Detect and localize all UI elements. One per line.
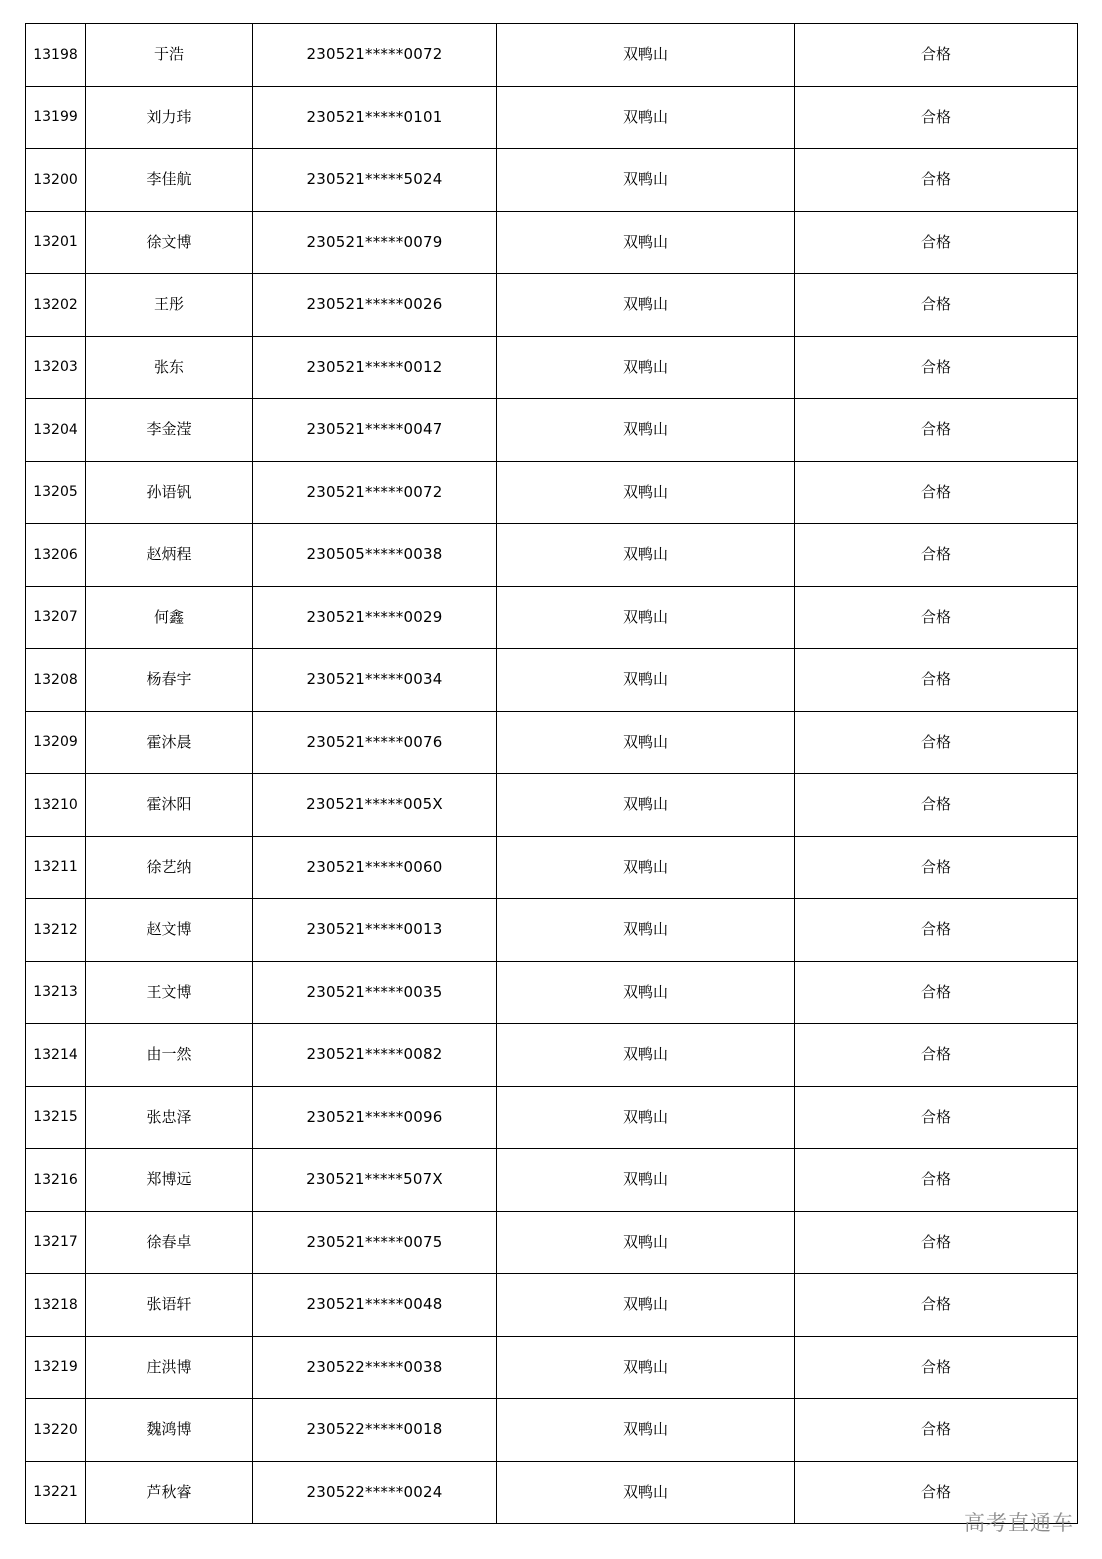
cell-name: 于浩 <box>86 24 253 87</box>
cell-name: 徐春卓 <box>86 1211 253 1274</box>
cell-seq: 13212 <box>26 899 86 962</box>
table-row <box>26 899 1078 962</box>
cell-result: 合格 <box>795 1399 1078 1462</box>
cell-name: 张东 <box>86 336 253 399</box>
cell-seq: 13221 <box>26 1461 86 1524</box>
cell-region: 双鸭山 <box>497 1149 795 1212</box>
cell-id-number: 230521*****0072 <box>253 24 497 87</box>
cell-name: 魏鸿博 <box>86 1399 253 1462</box>
cell-name: 庄洪博 <box>86 1336 253 1399</box>
cell-id-number: 230521*****005X <box>253 774 497 837</box>
cell-seq: 13218 <box>26 1274 86 1337</box>
table-row <box>26 336 1078 399</box>
table-row <box>26 1149 1078 1212</box>
cell-region: 双鸭山 <box>497 961 795 1024</box>
table-row <box>26 649 1078 712</box>
cell-region: 双鸭山 <box>497 649 795 712</box>
table-row <box>26 1024 1078 1087</box>
cell-id-number: 230505*****0038 <box>253 524 497 587</box>
cell-seq: 13208 <box>26 649 86 712</box>
cell-id-number: 230521*****507X <box>253 1149 497 1212</box>
cell-id-number: 230522*****0018 <box>253 1399 497 1462</box>
cell-id-number: 230522*****0038 <box>253 1336 497 1399</box>
table-row <box>26 149 1078 212</box>
cell-name: 何鑫 <box>86 586 253 649</box>
cell-id-number: 230521*****5024 <box>253 149 497 212</box>
cell-seq: 13200 <box>26 149 86 212</box>
cell-name: 由一然 <box>86 1024 253 1087</box>
cell-region: 双鸭山 <box>497 1399 795 1462</box>
cell-id-number: 230521*****0035 <box>253 961 497 1024</box>
cell-name: 芦秋睿 <box>86 1461 253 1524</box>
cell-id-number: 230521*****0029 <box>253 586 497 649</box>
cell-seq: 13219 <box>26 1336 86 1399</box>
table-row <box>26 1211 1078 1274</box>
table-row <box>26 586 1078 649</box>
cell-region: 双鸭山 <box>497 211 795 274</box>
cell-seq: 13211 <box>26 836 86 899</box>
cell-result: 合格 <box>795 86 1078 149</box>
cell-region: 双鸭山 <box>497 149 795 212</box>
cell-name: 张忠泽 <box>86 1086 253 1149</box>
cell-region: 双鸭山 <box>497 711 795 774</box>
cell-result: 合格 <box>795 586 1078 649</box>
cell-seq: 13203 <box>26 336 86 399</box>
cell-region: 双鸭山 <box>497 1024 795 1087</box>
cell-region: 双鸭山 <box>497 774 795 837</box>
cell-id-number: 230521*****0079 <box>253 211 497 274</box>
cell-region: 双鸭山 <box>497 274 795 337</box>
cell-name: 孙语钒 <box>86 461 253 524</box>
cell-region: 双鸭山 <box>497 899 795 962</box>
cell-name: 徐艺纳 <box>86 836 253 899</box>
cell-result: 合格 <box>795 1461 1078 1524</box>
cell-name: 张语轩 <box>86 1274 253 1337</box>
table-row <box>26 211 1078 274</box>
results-table-body <box>26 24 1078 1524</box>
cell-region: 双鸭山 <box>497 524 795 587</box>
cell-id-number: 230522*****0024 <box>253 1461 497 1524</box>
table-row <box>26 1461 1078 1524</box>
cell-result: 合格 <box>795 274 1078 337</box>
table-row <box>26 774 1078 837</box>
cell-result: 合格 <box>795 711 1078 774</box>
cell-region: 双鸭山 <box>497 1086 795 1149</box>
cell-result: 合格 <box>795 149 1078 212</box>
cell-seq: 13206 <box>26 524 86 587</box>
cell-name: 赵炳程 <box>86 524 253 587</box>
cell-result: 合格 <box>795 1086 1078 1149</box>
cell-name: 霍沐晨 <box>86 711 253 774</box>
cell-name: 杨春宇 <box>86 649 253 712</box>
table-row <box>26 524 1078 587</box>
cell-seq: 13213 <box>26 961 86 1024</box>
cell-result: 合格 <box>795 1149 1078 1212</box>
cell-region: 双鸭山 <box>497 461 795 524</box>
cell-id-number: 230521*****0034 <box>253 649 497 712</box>
cell-name: 徐文博 <box>86 211 253 274</box>
cell-id-number: 230521*****0013 <box>253 899 497 962</box>
cell-region: 双鸭山 <box>497 1461 795 1524</box>
cell-id-number: 230521*****0076 <box>253 711 497 774</box>
cell-seq: 13216 <box>26 1149 86 1212</box>
cell-id-number: 230521*****0047 <box>253 399 497 462</box>
cell-result: 合格 <box>795 649 1078 712</box>
cell-result: 合格 <box>795 899 1078 962</box>
table-row <box>26 461 1078 524</box>
cell-name: 赵文博 <box>86 899 253 962</box>
cell-id-number: 230521*****0060 <box>253 836 497 899</box>
cell-id-number: 230521*****0075 <box>253 1211 497 1274</box>
cell-region: 双鸭山 <box>497 1274 795 1337</box>
cell-result: 合格 <box>795 1336 1078 1399</box>
cell-result: 合格 <box>795 1024 1078 1087</box>
cell-id-number: 230521*****0026 <box>253 274 497 337</box>
cell-seq: 13217 <box>26 1211 86 1274</box>
cell-name: 郑博远 <box>86 1149 253 1212</box>
cell-id-number: 230521*****0072 <box>253 461 497 524</box>
cell-seq: 13205 <box>26 461 86 524</box>
cell-seq: 13202 <box>26 274 86 337</box>
cell-id-number: 230521*****0101 <box>253 86 497 149</box>
table-row <box>26 1399 1078 1462</box>
table-row <box>26 399 1078 462</box>
cell-region: 双鸭山 <box>497 836 795 899</box>
cell-name: 霍沐阳 <box>86 774 253 837</box>
cell-result: 合格 <box>795 774 1078 837</box>
cell-name: 李佳航 <box>86 149 253 212</box>
cell-name: 王彤 <box>86 274 253 337</box>
cell-id-number: 230521*****0012 <box>253 336 497 399</box>
cell-seq: 13220 <box>26 1399 86 1462</box>
cell-result: 合格 <box>795 211 1078 274</box>
cell-name: 刘力玮 <box>86 86 253 149</box>
cell-seq: 13207 <box>26 586 86 649</box>
cell-region: 双鸭山 <box>497 399 795 462</box>
cell-result: 合格 <box>795 336 1078 399</box>
cell-id-number: 230521*****0048 <box>253 1274 497 1337</box>
cell-region: 双鸭山 <box>497 86 795 149</box>
cell-result: 合格 <box>795 24 1078 87</box>
cell-id-number: 230521*****0082 <box>253 1024 497 1087</box>
cell-id-number: 230521*****0096 <box>253 1086 497 1149</box>
cell-result: 合格 <box>795 524 1078 587</box>
cell-seq: 13198 <box>26 24 86 87</box>
cell-result: 合格 <box>795 1211 1078 1274</box>
cell-region: 双鸭山 <box>497 586 795 649</box>
cell-region: 双鸭山 <box>497 24 795 87</box>
cell-result: 合格 <box>795 836 1078 899</box>
table-row <box>26 1336 1078 1399</box>
table-row <box>26 86 1078 149</box>
cell-seq: 13215 <box>26 1086 86 1149</box>
results-table <box>25 23 1078 1524</box>
cell-region: 双鸭山 <box>497 1336 795 1399</box>
table-row <box>26 836 1078 899</box>
cell-seq: 13209 <box>26 711 86 774</box>
table-row <box>26 274 1078 337</box>
cell-result: 合格 <box>795 461 1078 524</box>
cell-region: 双鸭山 <box>497 336 795 399</box>
table-row <box>26 961 1078 1024</box>
cell-name: 李金滢 <box>86 399 253 462</box>
cell-seq: 13204 <box>26 399 86 462</box>
cell-result: 合格 <box>795 961 1078 1024</box>
cell-seq: 13210 <box>26 774 86 837</box>
cell-result: 合格 <box>795 1274 1078 1337</box>
cell-region: 双鸭山 <box>497 1211 795 1274</box>
cell-seq: 13199 <box>26 86 86 149</box>
cell-result: 合格 <box>795 399 1078 462</box>
table-row <box>26 1274 1078 1337</box>
cell-seq: 13214 <box>26 1024 86 1087</box>
table-row <box>26 711 1078 774</box>
cell-seq: 13201 <box>26 211 86 274</box>
table-row <box>26 1086 1078 1149</box>
cell-name: 王文博 <box>86 961 253 1024</box>
watermark-text: 高考直通车 <box>964 1511 1074 1535</box>
table-row <box>26 24 1078 87</box>
